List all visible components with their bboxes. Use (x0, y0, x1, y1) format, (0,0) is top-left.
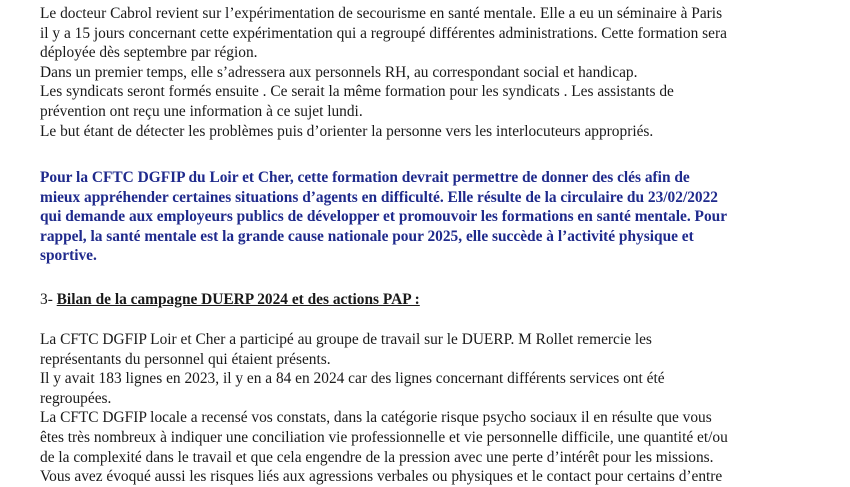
text-line: Les syndicats seront formés ensuite . Ce serait la même formation pour les syndicats . Les assistants de (40, 83, 674, 101)
text-line: déployée dès septembre par région. (40, 44, 258, 62)
text-line: prévention ont reçu une information à ce sujet lundi. (40, 102, 363, 120)
text-line: mieux appréhender certaines situations d’agents en difficulté. Elle résulte de la circulaire du 23/02/2022 (40, 188, 719, 206)
text-line: représentants du personnel qui étaient présents. (40, 350, 331, 368)
section-title: Bilan de la campagne DUERP 2024 et des actions PAP : (56, 291, 420, 308)
text-line: Le but étant de détecter les problèmes puis d’orienter la personne vers les interlocuteurs appropriés. (40, 122, 654, 140)
text-line: Pour la CFTC DGFIP du Loir et Cher, cette formation devrait permettre de donner des clés afin de (40, 169, 690, 186)
text-line: Il y avait 183 lignes en 2023, il y en a 84 en 2024 car des lignes concernant différents services ont été (40, 370, 665, 388)
text-line: êtes très nombreux à indiquer une conciliation vie professionnelle et vie personnelle difficile, une quantité et/ou (40, 428, 728, 446)
text-line: Dans un premier temps, elle s’adressera aux personnels RH, au correspondant social et handicap. (40, 63, 638, 81)
text-line: Le docteur Cabrol revient sur l’expérimentation de secourisme en santé mentale. Elle a eu un séminaire à Paris (40, 5, 723, 22)
text-line: il y a 15 jours concernant cette expérimentation qui a regroupé différentes administrations. Cette formation sera (40, 24, 727, 42)
text-line: Vous avez évoqué aussi les risques liés aux agressions verbales ou physiques et le contact pour certains d’entre (40, 468, 723, 486)
section-heading-duerp (40, 290, 420, 310)
text-line: qui demande aux employeurs publics de développer et promouvoir les formations en santé mentale. Pour (40, 208, 728, 226)
paragraph-secourisme (40, 4, 727, 141)
section-number: 3- (40, 291, 57, 308)
text-line: rappel, la santé mentale est la grande cause nationale pour 2025, elle succède à l’activité physique et (40, 227, 694, 245)
text-line: de la complexité dans le travail et que cela engendre de la pression avec une perte d’intérêt pour les missions. (40, 448, 714, 466)
paragraph-duerp (40, 330, 728, 487)
paragraph-cftc-position (40, 168, 727, 266)
text-line: La CFTC DGFIP Loir et Cher a participé au groupe de travail sur le DUERP. M Rollet remercie les (40, 331, 652, 348)
text-line: La CFTC DGFIP locale a recensé vos constats, dans la catégorie risque psycho sociaux il en résulte que vous (40, 409, 712, 427)
text-line: regroupées. (40, 389, 112, 407)
text-line: sportive. (40, 247, 97, 265)
